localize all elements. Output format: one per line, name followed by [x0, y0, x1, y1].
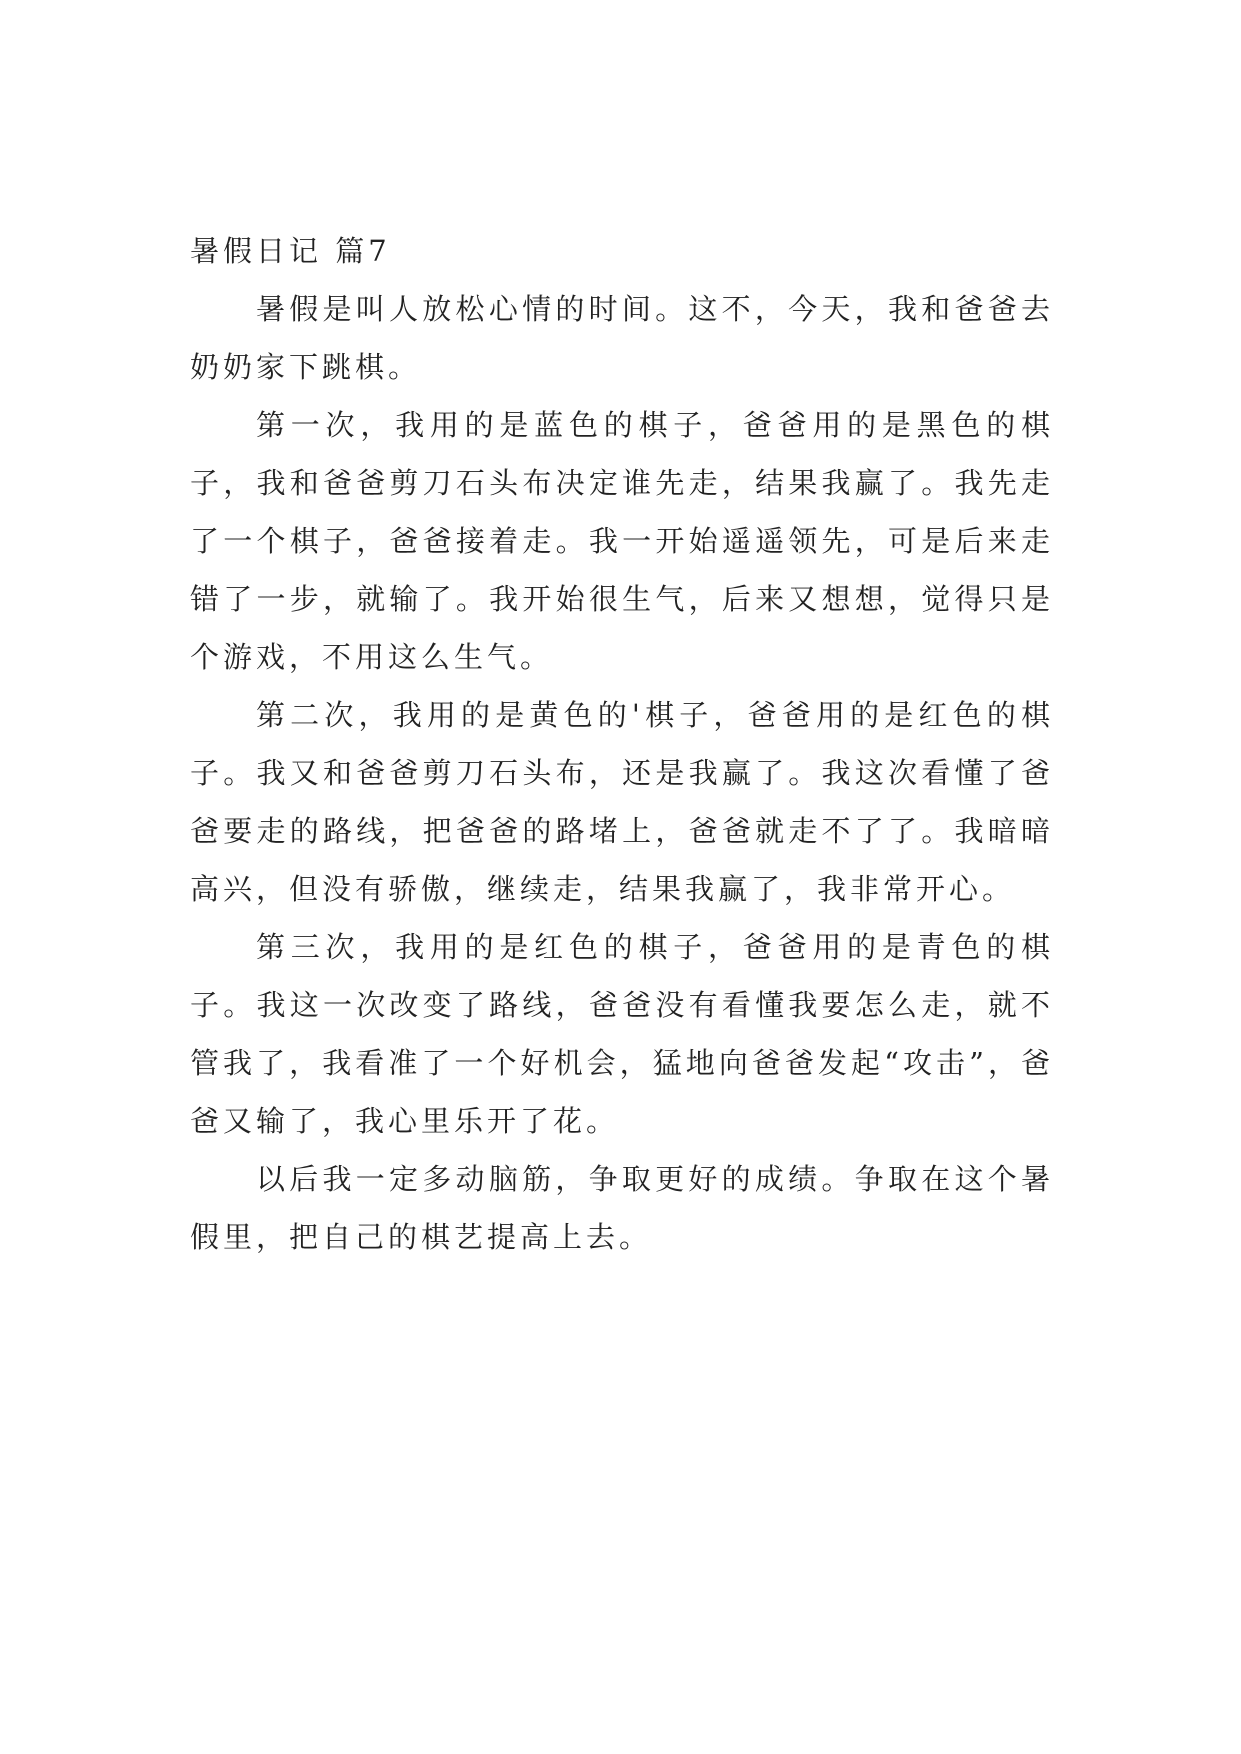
paragraph-5: 以后我一定多动脑筋，争取更好的成绩。争取在这个暑假里，把自己的棋艺提高上去。 [190, 1162, 1054, 1254]
paragraph-1: 暑假是叫人放松心情的时间。这不，今天，我和爸爸去奶奶家下跳棋。 [190, 292, 1054, 384]
document-body [190, 222, 1054, 1266]
document-title: 暑假日记 篇7 [190, 234, 391, 268]
paragraph-3: 第二次，我用的是黄色的'棋子，爸爸用的是红色的棋子。我又和爸爸剪刀石头布，还是我赢了。我这次看懂了爸爸要走的路线，把爸爸的路堵上，爸爸就走不了了。我暗暗高兴，但没有骄傲，继续走，结果我赢了，我非常开心。 [190, 698, 1054, 906]
paragraph-2: 第一次，我用的是蓝色的棋子，爸爸用的是黑色的棋子，我和爸爸剪刀石头布决定谁先走，结果我赢了。我先走了一个棋子，爸爸接着走。我一开始遥遥领先，可是后来走错了一步，就输了。我开始很生气，后来又想想，觉得只是个游戏，不用这么生气。 [190, 408, 1054, 674]
paragraph-4: 第三次，我用的是红色的棋子，爸爸用的是青色的棋子。我这一次改变了路线，爸爸没有看懂我要怎么走，就不管我了，我看准了一个好机会，猛地向爸爸发起“攻击”，爸爸又输了，我心里乐开了花。 [190, 930, 1054, 1138]
